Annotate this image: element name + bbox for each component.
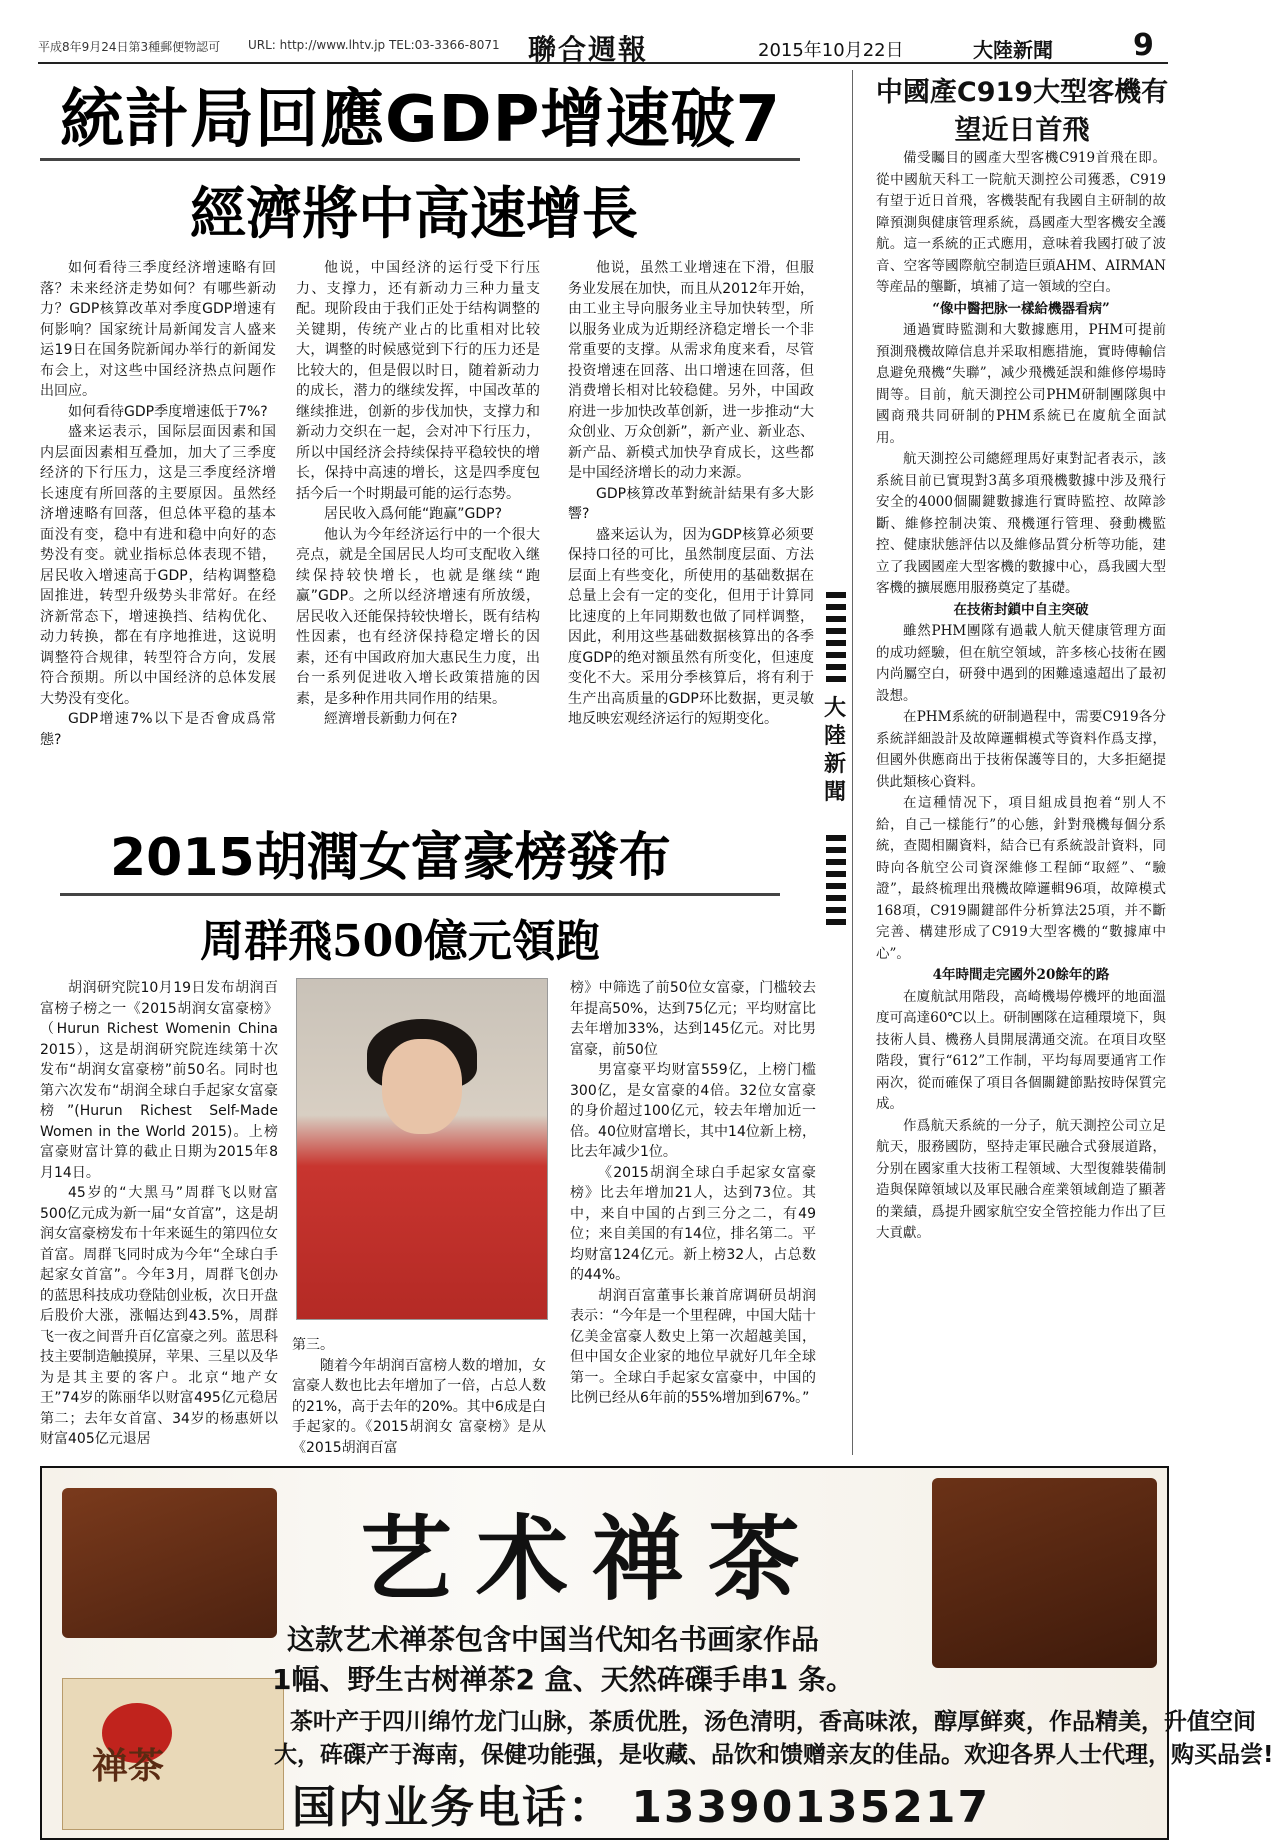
page-number: 9 <box>1133 28 1154 63</box>
ad-line-2: 1幅、野生古树禅茶2 盒、天然砗磲手串1 条。 <box>272 1663 854 1696</box>
article2-column-2 <box>292 1335 546 1458</box>
paragraph: 如何看待三季度经济增速略有回落？未来经济走势如何？有哪些新动力？GDP核算改革对季度GDP增速有何影响？国家统计局新闻发言人盛来运19日在国务院新闻办举行的新闻发布会上，对这些中国经济热点问题作出回应。 <box>40 260 276 399</box>
issue-date: 2015年10月22日 <box>758 40 904 61</box>
paragraph: 第三。 <box>292 1337 334 1353</box>
article1-column-2 <box>296 258 540 730</box>
headline-divider <box>40 158 800 161</box>
paragraph: 在PHM系統的研制過程中，需要C919各分系統詳細設計及故障邏輯模式等資料作爲支撑，但國外供應商出于技術保護等目的，大多拒絕提供此類核心資料。 <box>876 709 1166 790</box>
article1-column-3 <box>568 258 814 730</box>
article1-subhead: 經濟將中高速增長 <box>190 181 638 247</box>
section-tag-bars-top <box>826 592 846 687</box>
section-tag: 大陸新聞 <box>823 696 846 805</box>
ad-line-3: 茶叶产于四川绵竹龙门山脉，茶质优胜，汤色清明，香高味浓，醇厚鲜爽，作品精美，升值空间 <box>290 1709 1256 1735</box>
article1-headline: 統計局回應GDP增速破7 <box>60 83 782 157</box>
paragraph: 他认为今年经济运行中的一个很大亮点，就是全国居民人均可支配收入继续保持较快增长，也就是继续“跑赢”GDP。之所以经济增速有所放缓，居民收入还能保持较快增长，既有结构性因素，也有经济保持稳定增长的因素，还有中国政府加大惠民生力度，出台一系列促进收入增长政策措施的因素，是多种作用共同作用的结果。 <box>296 526 540 707</box>
article3-body <box>876 148 1166 1245</box>
paragraph: 在廈航試用階段，高崎機場停機坪的地面溫度可高達60℃以上。研制團隊在這種環境下，與技術人員、機務人員開展溝通交流。在項目攻堅階段，實行“612”工作制，平均每周要通宵工作兩次，從而確保了項目各個關鍵節點按時保質完成。 <box>876 988 1166 1112</box>
portrait-face <box>382 1039 462 1134</box>
paragraph: 盛来运表示，国际层面因素和国内层面因素相互叠加，加大了三季度经济的下行压力，这是三季度经济增长速度有所回落的主要原因。虽然经济增速略有回落，但总体平稳的基本面没有变，稳中有进和稳中向好的态势没有变。就业指标总体表现不错，居民收入增速高于GDP，结构调整稳固推进，转型升级势头非常好。在经济新常态下，增速换挡、结构优化、动力转换，都在有序地推进，这说明调整符合规律，转型符合方向，发展符合预期。所以中国经济的总体发展大势没有变化。 <box>40 424 276 707</box>
paragraph: GDP核算改革對統計結果有多大影響? <box>568 485 814 522</box>
paragraph: 45岁的“大黑马”周群飞以财富500亿元成为新一届“女首富”，这是胡润女富豪榜发布十年来诞生的第四位女首富。周群飞同时成为今年“全球白手起家女首富”。今年3月，周群飞创办 的蓝思科技成功登陆创业板，次日开盘后股价大涨，涨幅达到43.5%，周群飞一夜之间晋升百亿富豪之列。蓝思科技主要制造触摸屏，苹果、三星以及华为是其主要的客户。北京“地产女王”74岁的陈丽华以财富495亿元稳居第二；去年女首富、34岁的杨惠妍以财富405亿元退居 <box>40 1185 278 1447</box>
section-name: 大陸新聞 <box>973 38 1053 62</box>
contact-url: URL: http://www.lhtv.jp TEL:03-3366-8071 <box>248 38 500 52</box>
portrait-photo <box>296 978 548 1320</box>
postal-permit: 平成8年9月24日第3種郵便物認可 <box>38 40 221 54</box>
paragraph: 經濟增長新動力何在? <box>324 711 458 727</box>
article2-column-3 <box>570 978 816 1409</box>
paragraph: 通過實時監測和大數據應用，PHM可提前預測飛機故障信息并采取相應措施，實時傳輸信息避免飛機“失聯”，减少飛機延誤和維修停場時間等。目前，航天測控公司PHM研制團隊與中國商飛共同研制的PHM系統已在廈航全面試用。 <box>876 322 1166 446</box>
subheading: 4年時間走完國外20餘年的路 <box>932 967 1110 983</box>
paragraph: 他说，虽然工业增速在下滑，但服务业发展在加快，而且从2012年开始，由工业主导向服务业主导加快转型，所以服务业成为近期经济稳定增长一个非常重要的支撑。从需求角度来看，尽管投资增速在回落、出口增速在回落，但消费增长相对比较稳健。另外，中国政府进一步加快改革创新，进一步推动“大众创业、万众创新”，新产业、新业态、新产品、新模式加快孕育成长，这些都是中国经济增长的动力来源。 <box>568 260 814 481</box>
paragraph: 航天測控公司總經理馬好東對記者表示，該系統目前已實現對3萬多項飛機數據中涉及飛行安全的4000個關鍵數據進行實時監控、故障診斷、維修控制决策、飛機運行管理、發動機監控、健康狀態評估以及維修品質分析等功能，建立了我國國産大型客機的數據中心，爲我國大型客機的擴展應用服務奠定了基礎。 <box>876 451 1166 596</box>
newspaper-name: 聯合週報 <box>528 33 649 66</box>
paragraph: 備受矚目的國產大型客機C919首飛在即。從中國航天科工一院航天測控公司獲悉，C919有望于近日首飛，客機裝配有我國自主研制的故障預測與健康管理系統，爲國產大型客機安全護航。這一系統的正式應用，意味着我國打破了波音、空客等國際航空制造巨頭AHM、AIRMAN等産品的壟斷，填補了這一領域的空白。 <box>876 150 1166 295</box>
section-tag-bars-bottom <box>826 835 846 930</box>
paragraph: 在這種情况下，項目組成員抱着“别人不給，自己一樣能行”的心態，針對飛機每個分系統，查閲相關資料，結合已有系統設計資料，同時向各航空公司資深維修工程師“取經”、“驗證”，最終梳理出飛機故障邏輯96項，故障模式168項，C919關鍵部件分析算法25項，并不斷完善、構建形成了C919大型客機的“數據庫中心”。 <box>876 795 1166 962</box>
paragraph: 榜》中筛选了前50位女富豪，门槛较去年提高50%，达到75亿元；平均财富比去年增加33%，达到145亿元。对比男富豪，前50位 <box>570 980 816 1058</box>
paragraph: 男富豪平均财富559亿，上榜门槛300亿，是女富豪的4倍。32位女富豪的身价超过100亿元，较去年增加近一倍。40位财富增长，其中14位新上榜， 比去年减少1位。 <box>570 1062 816 1160</box>
subheading: 在技術封鎖中自主突破 <box>953 601 1089 618</box>
tea-box-image <box>62 1488 277 1638</box>
paragraph: 胡润百富董事长兼首席调研员胡润表示：“今年是一个里程碑，中国大陆十亿美金富豪人数史上第一次超越美国，但中国女企业家的地位早就好几年全球第一。全球白手起家女富豪中，中国的比例已经从6年前的55%增加到67%。” <box>570 1287 816 1406</box>
advertisement <box>40 1466 1274 1840</box>
paragraph: 随着今年胡润百富榜人数的增加，女富豪人数也比去年增加了一倍，占总人数的21%，高于去年的20%。其中6成是白手起家的。《2015胡润女 富豪榜》是从《2015胡润百富 <box>292 1357 546 1456</box>
article3-headline: 中國產C919大型客機有望近日首飛 <box>875 77 1169 146</box>
ad-phone: 国内业务电话： 13390135217 <box>292 1782 991 1833</box>
article1-column-1 <box>40 258 276 750</box>
paragraph: 作爲航天系統的一分子，航天測控公司立足航天，服務國防，堅持走軍民融合式發展道路，分别在國家重大技術工程領域、大型復雜裝備制造與保障領域以及軍民融合産業領域創造了顯著的業績，爲提升國家航空安全管控能力作出了巨大貢獻。 <box>876 1117 1166 1241</box>
paragraph: 如何看待GDP季度增速低于7%? <box>68 403 268 420</box>
article2-column-1 <box>40 978 278 1450</box>
article2-headline: 2015胡潤女富豪榜發布 <box>110 828 671 888</box>
paragraph: 《2015胡润全球白手起家女富豪榜》比去年增加21人，达到73位。其中，来自中国的占到三分之二，有49位；来自美国的有14位，排名第二。平均财富124亿元。新上榜32人，占总数的44%。 <box>570 1164 816 1283</box>
subheading: “像中醫把脉一樣給機器看病” <box>932 300 1110 317</box>
ad-title: 艺术禅茶 <box>359 1505 824 1613</box>
ad-line-4: 大，砗磲产于海南，保健功能强，是收藏、品饮和馈赠亲友的佳品。欢迎各界人士代理，购买品尝! <box>274 1742 1274 1768</box>
paragraph: 他说，中国经济的运行受下行压力、支撑力，还有新动力三种力量支配。现阶段由于我们正处于结构调整的关键期，传统产业占的比重相对比较大，调整的时候感觉到下行的压力还是比较大的，但是假以时日，随着新动力的成长，潜力的继续发挥，中国改革的继续推进，创新的步伐加快，支撑力和新动力交织在一起，会对冲下行压力，所以中国经济会持续保持平稳较快的增长，保持中高速的增长，这是四季度包括今后一个时期最可能的运行态势。 <box>296 260 540 502</box>
paragraph: 盛来运认为，因为GDP核算必须要保持口径的可比，虽然制度层面、方法层面上有些变化，所使用的基础数据在总量上会有一定的变化，但用于计算同比速度的上年同期数也做了同样调整，因此，利用这些基础数据核算出的各季度GDP的绝对额虽然有所变化，但速度变化不大。采用分季核算后，将有利于生产出高质量的GDP环比数据，更灵敏地反映宏观经济运行的短期变化。 <box>568 526 814 727</box>
ad-line-1: 这款艺术禅茶包含中国当代知名书画家作品 <box>287 1623 820 1656</box>
paragraph: 雖然PHM團隊有過載人航天健康管理方面的成功經驗，但在航空領域，許多核心技術在國内尚屬空白，研發中遇到的困難遠遠超出了最初設想。 <box>876 623 1166 704</box>
column-divider <box>852 70 853 1455</box>
article2-subhead: 周群飛500億元領跑 <box>200 916 600 967</box>
paragraph: 居民收入爲何能“跑赢”GDP? <box>324 506 503 522</box>
page-header <box>38 28 1168 64</box>
paragraph: GDP增速7%以下是否會成爲常態? <box>40 711 276 748</box>
gift-set-image <box>932 1478 1157 1668</box>
package-label: 禅茶 <box>92 1746 165 1787</box>
paragraph: 胡润研究院10月19日发布胡润百富榜子榜之一《2015胡润女富豪榜》（Hurun Richest Womenin China 2015），这是胡润研究院连续第十次发布“胡润女富豪榜”前50名。同时也第六次发布“胡润全球白手起家女富豪榜”(Hurun Richest Self-Made Women in the World 2015)。上榜富豪财富计算的截止日期为2015年8月14日。 <box>40 980 278 1181</box>
headline-divider <box>60 893 780 896</box>
